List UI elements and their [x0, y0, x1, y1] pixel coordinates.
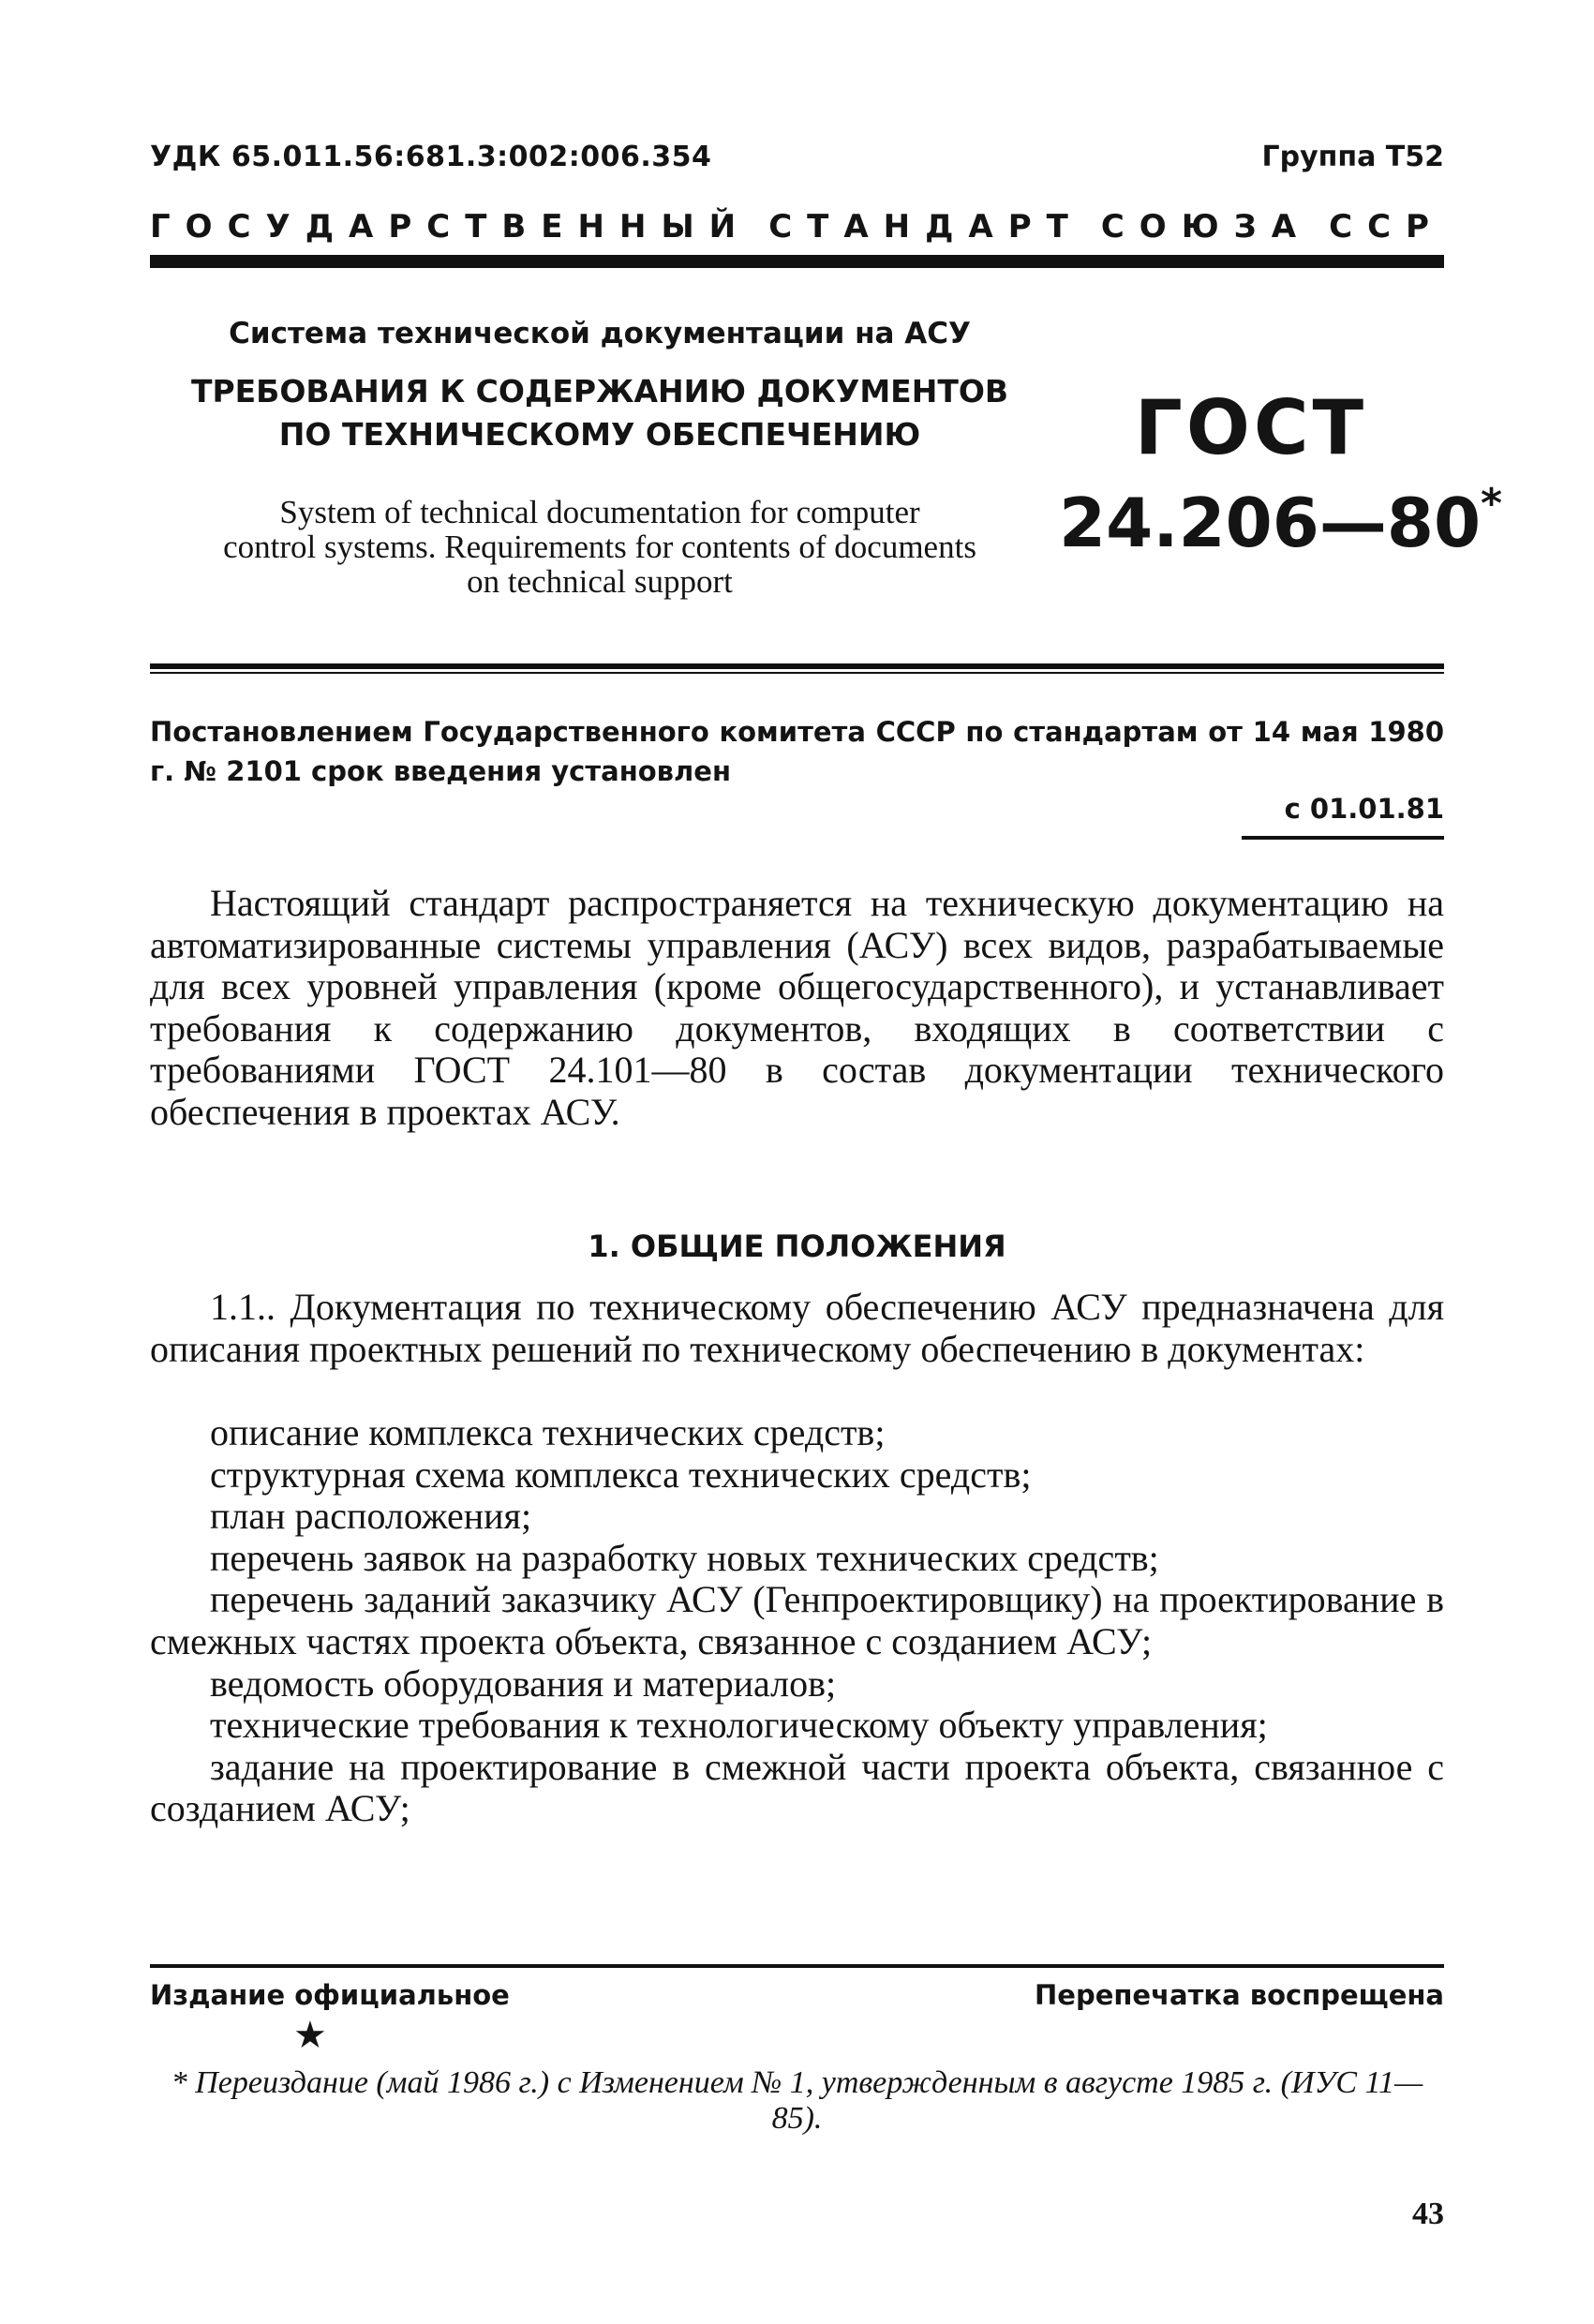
official-edition-label: Издание официальное — [150, 1979, 510, 2011]
footer-rule — [150, 1964, 1444, 1968]
list-item: план расположения; — [210, 1495, 532, 1538]
intro-paragraph: Настоящий стандарт распространяется на техническую документацию на автоматизированные системы управления (АСУ) всех видов, разрабатываемые для всех уровней управления (кроме общегосударственного), и устанавливает требования к содержанию документов, входящих в соответствии с требованиями ГОСТ 24.101—80 в состав документации технического обеспечения в проектах АСУ. — [150, 882, 1444, 1133]
list-item: технические требования к технологическому объекту управления; — [210, 1704, 1268, 1747]
group-code: Группа Т52 — [1261, 141, 1444, 173]
title-rule-light — [150, 672, 1444, 674]
banner-word: ГОСУДАРСТВЕННЫЙ — [150, 208, 752, 246]
english-title-line-2: control systems. Requirements for contents of documents — [223, 529, 976, 565]
banner-word: ССР — [1329, 208, 1444, 246]
document-title-line-2: ПО ТЕХНИЧЕСКОМУ ОБЕСПЕЧЕНИЮ — [278, 416, 921, 453]
english-title-line-1: System of technical documentation for computer — [279, 494, 920, 530]
clause-1-1: 1.1.. Документация по техническому обеспечению АСУ предназначена для описания проектных решений по техническому обеспечению в документах: — [150, 1286, 1444, 1370]
gost-label: ГОСТ — [1134, 384, 1368, 471]
effective-date-underline — [1242, 836, 1444, 840]
udk-code: УДК 65.011.56:681.3:002:006.354 — [150, 141, 712, 173]
banner-word: СОЮЗА — [1100, 208, 1312, 246]
list-item: перечень заявок на разработку новых технических средств; — [210, 1536, 1159, 1579]
document-list — [150, 1412, 1444, 1830]
list-item: ведомость оборудования и материалов; — [210, 1661, 837, 1705]
page-number: 43 — [1412, 2197, 1444, 2231]
list-item: описание комплекса технических средств; — [210, 1411, 886, 1453]
title-rule-heavy — [150, 663, 1444, 669]
section-heading: 1. ОБЩИЕ ПОЛОЖЕНИЯ — [588, 1229, 1006, 1264]
state-standard-banner — [150, 208, 1444, 246]
english-title — [150, 495, 1050, 599]
banner-word: СТАНДАРТ — [768, 208, 1083, 246]
reissue-footnote: * Переиздание (май 1986 г.) с Изменением № 1, утвержденным в августе 1985 г. (ИУС 11—85). — [171, 2065, 1423, 2136]
effective-date: с 01.01.81 — [1284, 793, 1444, 825]
list-item: структурная схема комплекса технических средств; — [210, 1452, 1032, 1496]
document-title-line-1: ТРЕБОВАНИЯ К СОДЕРЖАНИЮ ДОКУМЕНТОВ — [190, 373, 1009, 410]
english-title-line-3: on technical support — [467, 563, 733, 600]
list-item: перечень заданий заказчику АСУ (Генпроектировщику) на проектирование в смежных частях проекта объекта, связанное с созданием АСУ; — [150, 1578, 1444, 1662]
header-rule — [150, 255, 1444, 268]
gost-number — [1059, 480, 1503, 562]
gost-number-value: 24.206—80 — [1059, 484, 1482, 562]
system-name: Система технической документации на АСУ — [229, 317, 971, 350]
star-icon: ★ — [293, 2014, 327, 2056]
reprint-prohibited-label: Перепечатка воспрещена — [1035, 1979, 1444, 2011]
gost-asterisk: * — [1481, 480, 1503, 528]
decree-text: Постановлением Государственного комитета СССР по стандартам от 14 мая 1980 г. № 2101 срок введения установлен — [150, 716, 1444, 787]
list-item: задание на проектирование в смежной части проекта объекта, связанное с созданием АСУ; — [150, 1745, 1444, 1830]
